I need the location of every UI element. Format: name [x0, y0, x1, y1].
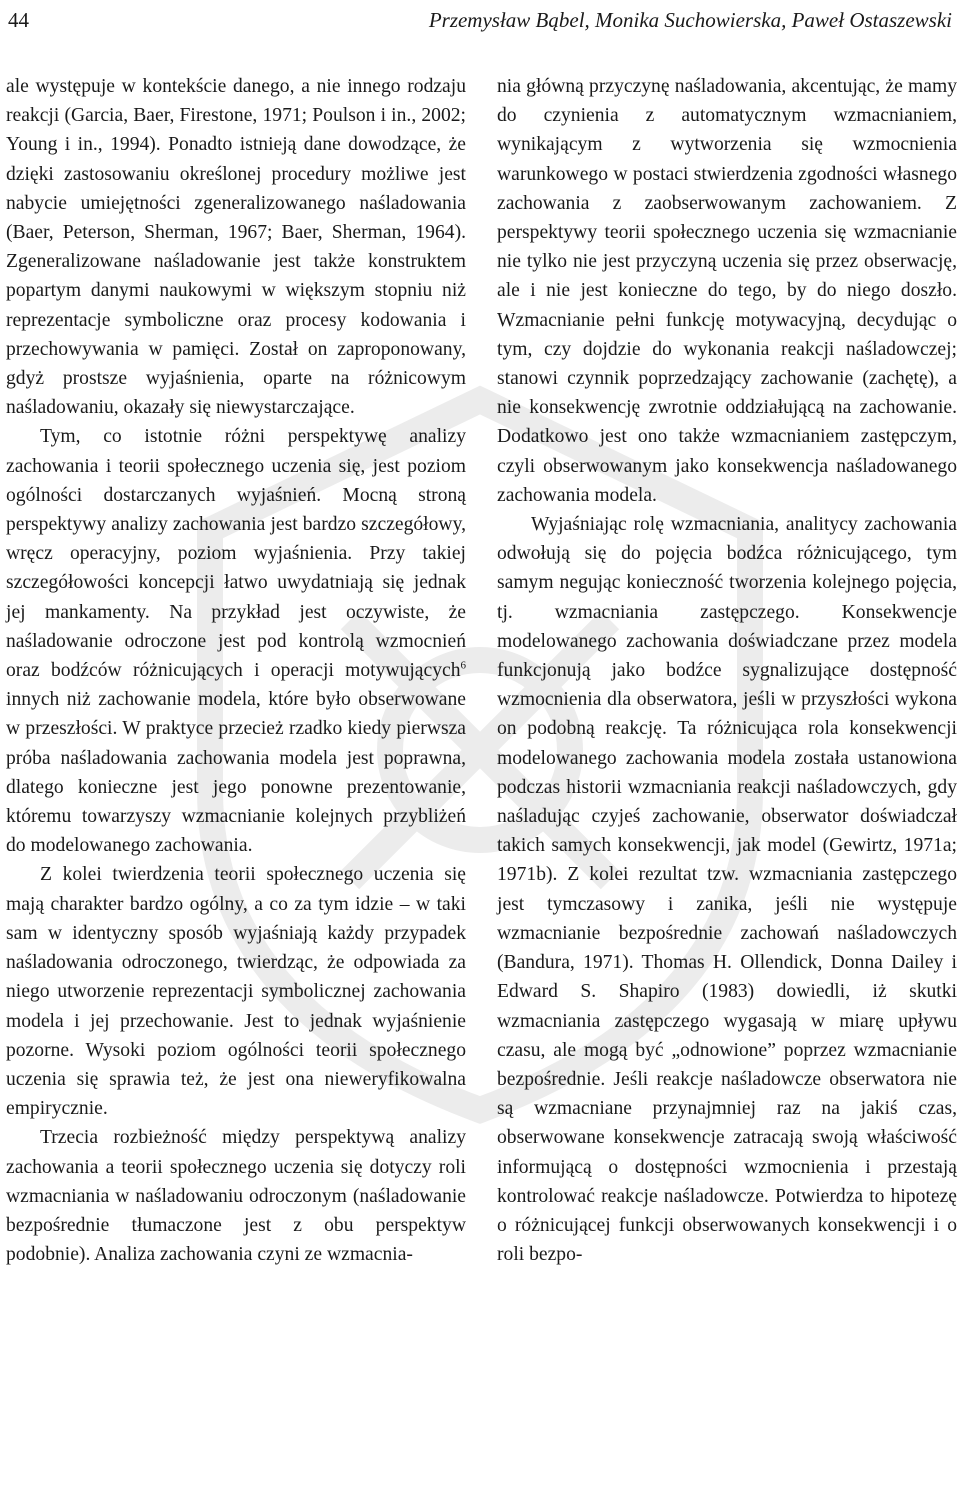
paragraph: Z kolei twierdzenia teorii społecznego uczenia się mają charakter bardzo ogólny, a co za tym idzie – w taki sam w identyczny sposób wyjaśniają każdy przypadek naśladowania odroczonego, twierdząc, że odpowiada za niego utworzenie reprezentacji symbolicznej zachowania modela i jej przechowanie. Jest to jednak wyjaśnienie pozorne. Wysoki poziom ogólności teorii społecznego uczenia się sprawia też, że jest ona nieweryfikowalna empirycznie.	[6, 864, 466, 1120]
page-header	[8, 0, 952, 40]
paragraph: nia główną przyczynę naśladowania, akcentując, że mamy do czynienia z automatycznym wzmacnianiem, wynikającym z wytworzenia się wzmocnienia warunkowego w postaci stwierdzenia zgodności własnego zachowania z zaobserwowanym zachowaniem. Z perspektywy teorii społecznego uczenia się wzmacnianie nie tylko nie jest przyczyną uczenia się przez obserwację, ale i nie jest konieczne do tego, by do niego doszło. Wzmacnianie pełni funkcję motywacyjną, decydując o tym, czy dojdzie do wykonania reakcji naśladowczej; stanowi czynnik poprzedzający zachowanie (zachętę), a nie konsekwencję zwrotnie oddziałującą na zachowanie. Dodatkowo jest ono także wzmacnianiem zastępczym, czyli obserwowanym jako konsekwencja naśladowanego zachowania modela.	[497, 76, 957, 506]
running-head-authors: Przemysław Bąbel, Monika Suchowierska, Paweł Ostaszewski	[428, 7, 952, 32]
left-column	[6, 72, 466, 1269]
footnote-marker: 6	[460, 659, 466, 672]
page-number: 44	[8, 7, 29, 32]
paragraph	[6, 422, 466, 860]
paragraph: Wyjaśniając rolę wzmacniania, analitycy zachowania odwołują się do pojęcia bodźca różnicującego, tym samym negując konieczność tworzenia kolejnego pojęcia, tj. wzmacniania zastępczego. Konsekwencje modelowanego zachowania doświadczane przez modela funkcjonują jako bodźce sygnalizujące dostępność wzmocnienia dla obserwatora, jeśli w przyszłości wykona on podobną reakcję. Ta różnicująca rola konsekwencji modelowanego zachowania modela została ustanowiona podczas historii wzmacniania reakcji naśladowczych, gdy naśladując czyjeś zachowanie, obserwator doświadczał takich samych konsekwencji, jak model (Gewirtz, 1971a; 1971b). Z kolei rezultat tzw. wzmacniania zastępczego jest tymczasowy i zanika, jeśli nie występuje wzmacnianie bezpośrednie zachowań naśladowczych (Bandura, 1971). Thomas H. Ollendick, Donna Dailey i Edward S. Shapiro (1983) dowiedli, iż skutki wzmacniania zastępczego wygasają w miarę upływu czasu, ale mogą być „odnowione” poprzez wzmacnianie bezpośrednie. Jeśli reakcje naśladowcze obserwatora nie są wzmacniane przynajmniej raz na jakiś czas, obserwowane konsekwencje zatracają swoją właściwość informującą o dostępności wzmocnienia i przestają kontrolować reakcje naśladowcze. Potwierdza to hipotezę o różnicującej funkcji obserwowanych konsekwencji i o roli bezpo-	[497, 514, 957, 1266]
right-column	[497, 72, 957, 1269]
paragraph-text: Tym, co istotnie różni perspektywę analizy zachowania i teorii społecznego uczenia się, jest poziom ogólności dostarczanych wyjaśnień. Mocną stroną perspektywy analizy zachowania jest bardzo szczegółowy, wręcz operacyjny, poziom wyjaśnienia. Przy takiej szczegółowości koncepcji łatwo uwydatniają się jednak jej mankamenty. Na przykład jest oczywiste, że naśladowanie odroczone jest pod kontrolą wzmocnień oraz bodźców różnicujących i operacji motywujących	[6, 426, 466, 682]
paragraph-text: innych niż zachowanie modela, które było obserwowane w przeszłości. W praktyce przecież rzadko kiedy pierwsza próba naśladowania zachowania modela jest poprawna, dlatego konieczne jest jego ponowne prezentowanie, któremu towarzyszy wzmacnianie kolejnych przybliżeń do modelowanego zachowania.	[6, 689, 466, 857]
paragraph: ale występuje w kontekście danego, a nie innego rodzaju reakcji (Garcia, Baer, Firestone, 1971; Poulson i in., 2002; Young i in., 1994). Ponadto istnieją dane dowodzące, że dzięki zastosowaniu określonej procedury możliwe jest nabycie umiejętności zgeneralizowanego naśladowania (Baer, Peterson, Sherman, 1967; Baer, Sherman, 1964). Zgeneralizowane naśladowanie jest także konstruktem popartym danymi naukowymi w większym stopniu niż reprezentacje symboliczne oraz procesy kodowania i przechowywania w pamięci. Został on zaproponowany, gdyż prostsze wyjaśnienia, oparte na różnicowym naśladowaniu, okazały się niewystarczające.	[6, 76, 466, 419]
paragraph: Trzecia rozbieżność między perspektywą analizy zachowania a teorii społecznego uczenia się dotyczy roli wzmacniania w naśladowaniu odroczonym (naśladowanie bezpośrednie tłumaczone jest z obu perspektyw podobnie). Analiza zachowania czyni ze wzmacnia-	[6, 1127, 466, 1266]
